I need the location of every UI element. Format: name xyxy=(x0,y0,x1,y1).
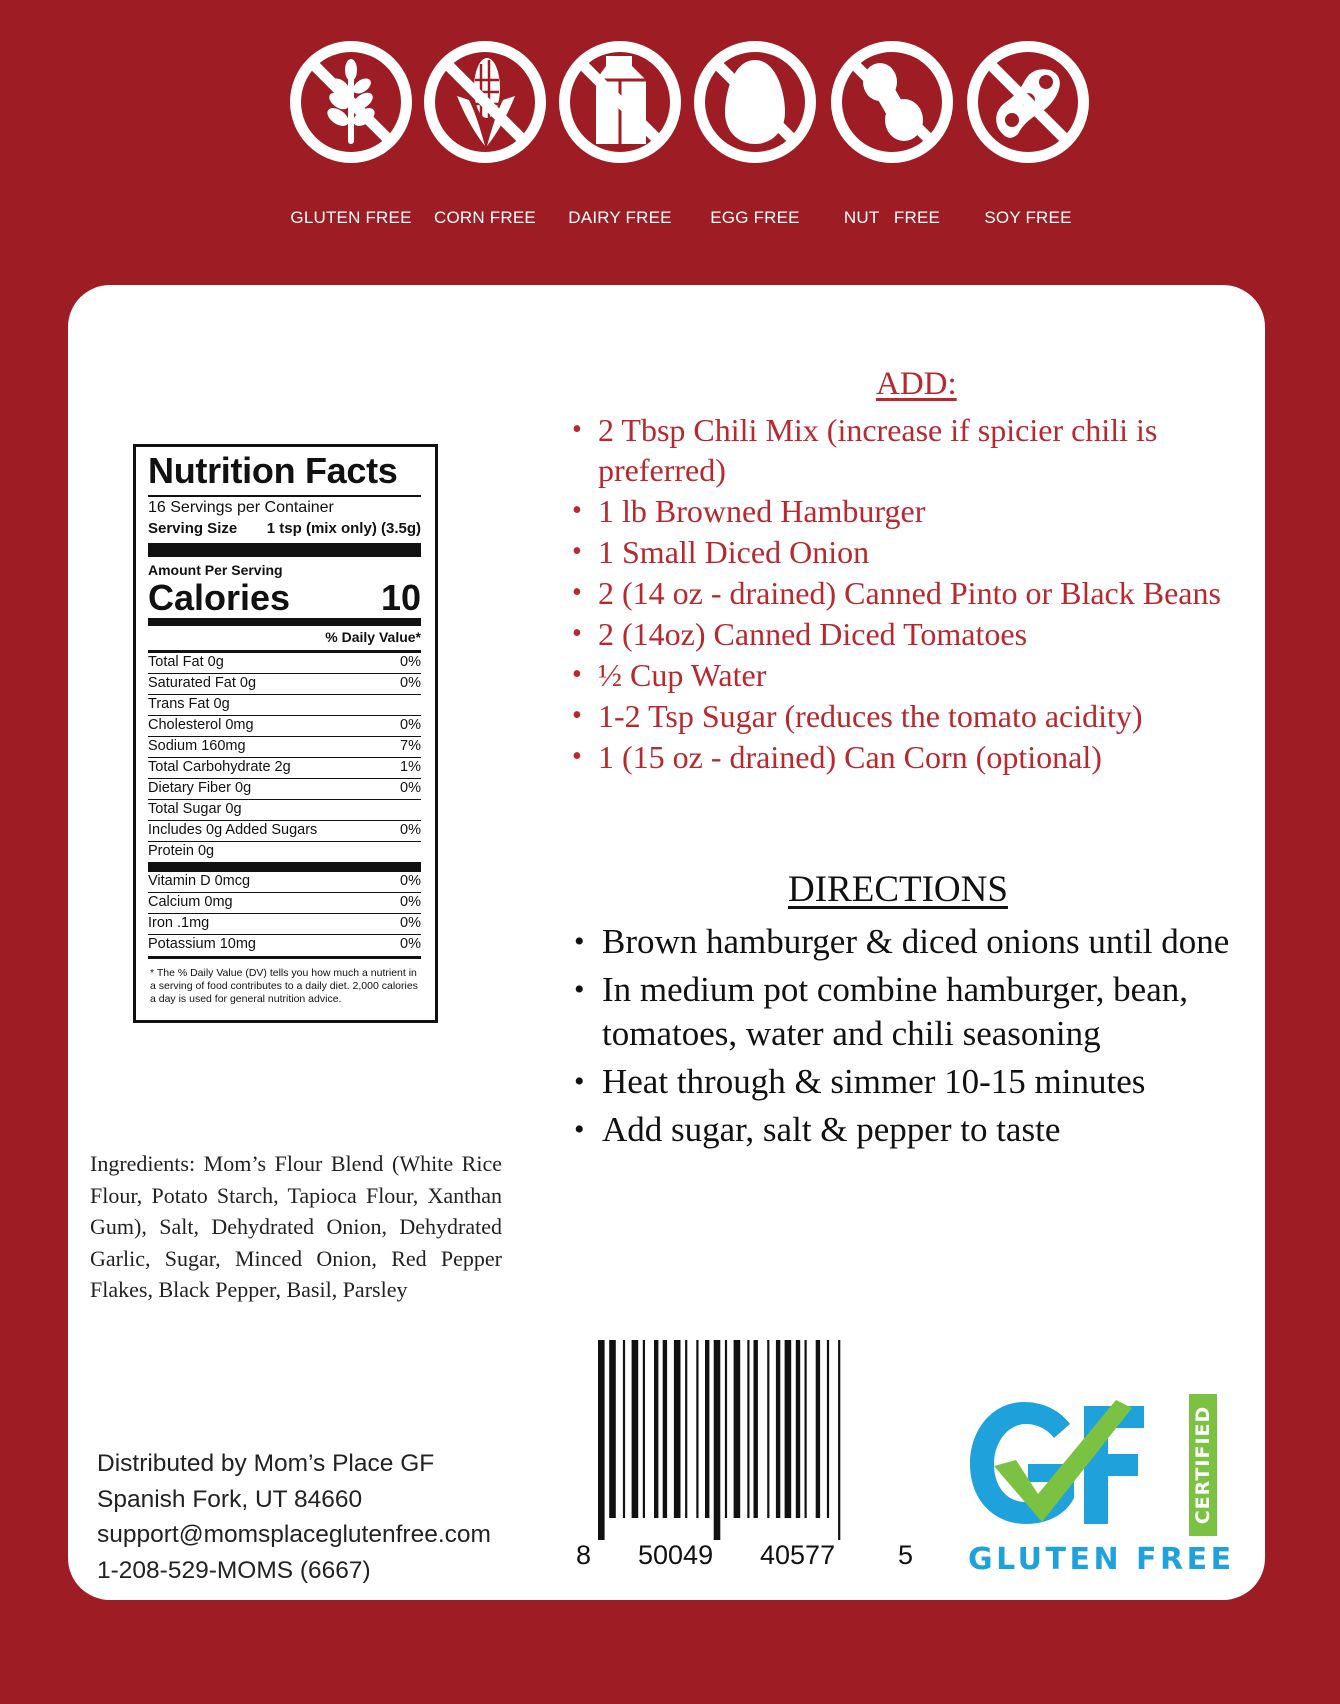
barcode-bar xyxy=(734,1340,741,1518)
serving-size-value: 1 tsp (mix only) (3.5g) xyxy=(266,520,421,537)
list-item xyxy=(574,1060,1264,1104)
certified-text: CERTIFIED xyxy=(1192,1405,1214,1525)
nutrition-facts-panel xyxy=(133,444,438,1023)
barcode-bar xyxy=(747,1340,749,1518)
bullet-icon: • xyxy=(572,700,582,731)
serving-size-label: Serving Size xyxy=(148,520,238,537)
barcode-bar xyxy=(623,1340,625,1518)
list-item-text: In medium pot combine hamburger, bean, tomatoes, water and chili seasoning xyxy=(602,970,1188,1053)
nutrient-label: Includes 0g Added Sugars xyxy=(148,822,318,838)
barcode-bar xyxy=(816,1340,820,1518)
barcode xyxy=(574,1340,914,1572)
nutrient-label: Total Carbohydrate 2g xyxy=(148,759,291,775)
list-item xyxy=(572,614,1262,654)
barcode-bar xyxy=(776,1340,780,1518)
barcode-bar xyxy=(696,1340,698,1518)
nutrient-dv: 0% xyxy=(400,822,421,838)
nutrient-dv: 7% xyxy=(400,738,421,754)
list-item xyxy=(572,532,1262,572)
list-item-text: 1 lb Browned Hamburger xyxy=(598,493,926,529)
nutrient-label: Cholesterol 0mg xyxy=(148,717,254,733)
barcode-bar xyxy=(796,1340,800,1518)
badge-soy-free xyxy=(962,36,1094,228)
nutrient-dv: 1% xyxy=(400,759,421,775)
list-item xyxy=(574,920,1264,964)
bullet-icon: • xyxy=(572,577,582,608)
divider-thick xyxy=(148,862,421,872)
corn-icon xyxy=(419,36,551,168)
nutrient-row xyxy=(148,758,421,779)
nutrition-title: Nutrition Facts xyxy=(148,450,398,491)
badge-dairy-free xyxy=(554,36,686,228)
nutrient-row xyxy=(148,821,421,842)
vitamin-dv: 0% xyxy=(400,873,421,889)
distributor-phone: 1-208-529-MOMS (6667) xyxy=(97,1556,371,1584)
directions-heading: DIRECTIONS xyxy=(788,869,1008,910)
list-item-text: 2 Tbsp Chili Mix (increase if spicier chili is preferred) xyxy=(598,412,1158,488)
badge-corn-free xyxy=(419,36,551,228)
barcode-bar xyxy=(598,1340,605,1540)
list-item-text: ½ Cup Water xyxy=(598,657,767,693)
badge-label: NUT FREE xyxy=(843,208,941,227)
calories-label: Calories xyxy=(148,577,291,618)
barcode-first-digit: 8 xyxy=(576,1540,592,1570)
barcode-bar xyxy=(654,1340,658,1518)
soybean-icon xyxy=(962,36,1094,168)
barcode-bar xyxy=(609,1340,616,1518)
gluten-free-text: GLUTEN FREE xyxy=(968,1542,1235,1577)
list-item-text: 1-2 Tsp Sugar (reduces the tomato acidity) xyxy=(598,698,1143,734)
list-item-text: 2 (14oz) Canned Diced Tomatoes xyxy=(598,616,1028,652)
nutrient-rows xyxy=(148,653,421,862)
badge-label: SOY FREE xyxy=(984,208,1072,227)
vitamin-label: Iron .1mg xyxy=(148,915,210,931)
divider-thick xyxy=(148,543,421,557)
barcode-bar xyxy=(767,1340,769,1518)
nutrient-dv: 0% xyxy=(400,675,421,691)
list-item xyxy=(572,655,1262,695)
badge-label: EGG FREE xyxy=(710,208,800,227)
vitamin-label: Vitamin D 0mcg xyxy=(148,873,251,889)
egg-icon xyxy=(689,36,821,168)
nutrient-dv: 0% xyxy=(400,780,421,796)
vitamin-label: Potassium 10mg xyxy=(148,936,256,952)
divider xyxy=(148,956,421,959)
daily-value-header: % Daily Value* xyxy=(325,629,421,645)
nutrient-dv: 0% xyxy=(400,717,421,733)
nutrient-label: Protein 0g xyxy=(148,843,215,859)
vitamin-rows xyxy=(148,872,421,955)
nutrient-dv: 0% xyxy=(400,654,421,670)
badge-label: GLUTEN FREE xyxy=(290,208,412,227)
bullet-icon: • xyxy=(574,925,585,958)
badge-label: CORN FREE xyxy=(434,208,536,227)
vitamin-row xyxy=(148,872,421,893)
list-item-text: 2 (14 oz - drained) Canned Pinto or Black Beans xyxy=(598,575,1221,611)
distributor-name: Distributed by Mom’s Place GF xyxy=(97,1450,435,1477)
list-item xyxy=(572,410,1262,490)
bullet-icon: • xyxy=(574,1065,585,1098)
nutrient-row xyxy=(148,674,421,695)
badge-nut-free xyxy=(826,36,958,228)
list-item-text: Add sugar, salt & pepper to taste xyxy=(602,1110,1061,1149)
nutrient-row xyxy=(148,716,421,737)
barcode-bar xyxy=(643,1340,645,1518)
barcode-bar xyxy=(674,1340,681,1518)
add-list xyxy=(572,410,1262,778)
distributor-address: Spanish Fork, UT 84660 xyxy=(97,1485,363,1513)
nutrient-label: Total Sugar 0g xyxy=(148,801,242,817)
bullet-icon: • xyxy=(572,618,582,649)
bullet-icon: • xyxy=(572,741,582,772)
list-item-text: Brown hamburger & diced onions until done xyxy=(602,922,1230,961)
barcode-bar xyxy=(632,1340,639,1518)
bullet-icon: • xyxy=(572,659,582,690)
wheat-icon xyxy=(285,36,417,168)
nutrient-row xyxy=(148,695,421,716)
list-item-text: 1 (15 oz - drained) Can Corn (optional) xyxy=(598,739,1102,775)
barcode-bar xyxy=(714,1340,721,1540)
list-item xyxy=(572,491,1262,531)
barcode-left-digits: 50049 xyxy=(638,1540,714,1570)
gf-checkmark-logo-icon xyxy=(966,1394,1186,1542)
list-item-text: 1 Small Diced Onion xyxy=(598,534,870,570)
list-item xyxy=(574,968,1264,1056)
vitamin-label: Calcium 0mg xyxy=(148,894,233,910)
nutrient-row xyxy=(148,842,421,862)
vitamin-row xyxy=(148,893,421,914)
amount-per-serving: Amount Per Serving xyxy=(148,562,283,578)
distributor-info xyxy=(97,1446,567,1588)
allergen-badges xyxy=(285,36,1095,227)
servings-per-container: 16 Servings per Container xyxy=(148,499,334,516)
daily-value-footnote: * The % Daily Value (DV) tells you how much a nutrient in a serving of food contributes to a daily diet. 2,000 calories a day is used for general nutrition advice. xyxy=(150,967,418,1005)
ingredients-text: Ingredients: Mom’s Flour Blend (White Rice Flour, Potato Starch, Tapioca Flour, Xanthan Gum), Salt, Dehydrated Onion, Dehydrated Garlic, Sugar, Minced Onion, Red Pepper Flakes, Black Pepper, Basil, Parsley xyxy=(90,1151,502,1302)
badge-egg-free xyxy=(689,36,821,228)
barcode-check-digit: 5 xyxy=(898,1540,914,1570)
list-item xyxy=(572,696,1262,736)
barcode-bar xyxy=(805,1340,807,1518)
nutrient-label: Sodium 160mg xyxy=(148,738,246,754)
vitamin-row xyxy=(148,935,421,955)
barcode-bars-icon xyxy=(574,1340,914,1540)
vitamin-dv: 0% xyxy=(400,894,421,910)
gf-certified-logo xyxy=(966,1394,1234,1580)
calories-value: 10 xyxy=(380,577,421,618)
barcode-bar xyxy=(838,1340,840,1540)
certified-badge xyxy=(1189,1394,1217,1536)
barcode-bar xyxy=(725,1340,727,1518)
bullet-icon: • xyxy=(574,973,585,1006)
list-item-text: Heat through & simmer 10-15 minutes xyxy=(602,1062,1146,1101)
directions-list xyxy=(574,920,1264,1156)
bullet-icon: • xyxy=(574,1113,585,1146)
barcode-bar xyxy=(827,1340,829,1518)
badge-gluten-free xyxy=(285,36,417,228)
barcode-bar xyxy=(785,1340,792,1518)
barcode-bar xyxy=(685,1340,687,1518)
list-item xyxy=(572,737,1262,777)
distributor-email: support@momsplaceglutenfree.com xyxy=(97,1521,491,1548)
bullet-icon: • xyxy=(572,536,582,567)
barcode-bar xyxy=(705,1340,709,1518)
vitamin-dv: 0% xyxy=(400,936,421,952)
nutrient-label: Total Fat 0g xyxy=(148,654,224,670)
barcode-bar xyxy=(754,1340,758,1518)
barcode-right-digits: 40577 xyxy=(760,1540,836,1570)
nutrient-label: Dietary Fiber 0g xyxy=(148,780,252,796)
add-heading: ADD: xyxy=(876,366,957,402)
list-item xyxy=(572,573,1262,613)
vitamin-dv: 0% xyxy=(400,915,421,931)
nutrient-label: Trans Fat 0g xyxy=(148,696,230,712)
bullet-icon: • xyxy=(572,414,582,445)
nutrient-row xyxy=(148,737,421,758)
milk-carton-icon xyxy=(554,36,686,168)
nutrient-row xyxy=(148,779,421,800)
calories-row xyxy=(148,577,421,618)
barcode-bar xyxy=(663,1340,667,1518)
peanut-icon xyxy=(826,36,958,168)
nutrient-label: Saturated Fat 0g xyxy=(148,675,257,691)
serving-size xyxy=(148,519,421,539)
badge-label: DAIRY FREE xyxy=(568,208,672,227)
nutrient-row xyxy=(148,653,421,674)
vitamin-row xyxy=(148,914,421,935)
list-item xyxy=(574,1108,1264,1152)
nutrient-row xyxy=(148,800,421,821)
divider-medium xyxy=(148,618,421,626)
bullet-icon: • xyxy=(572,495,582,526)
